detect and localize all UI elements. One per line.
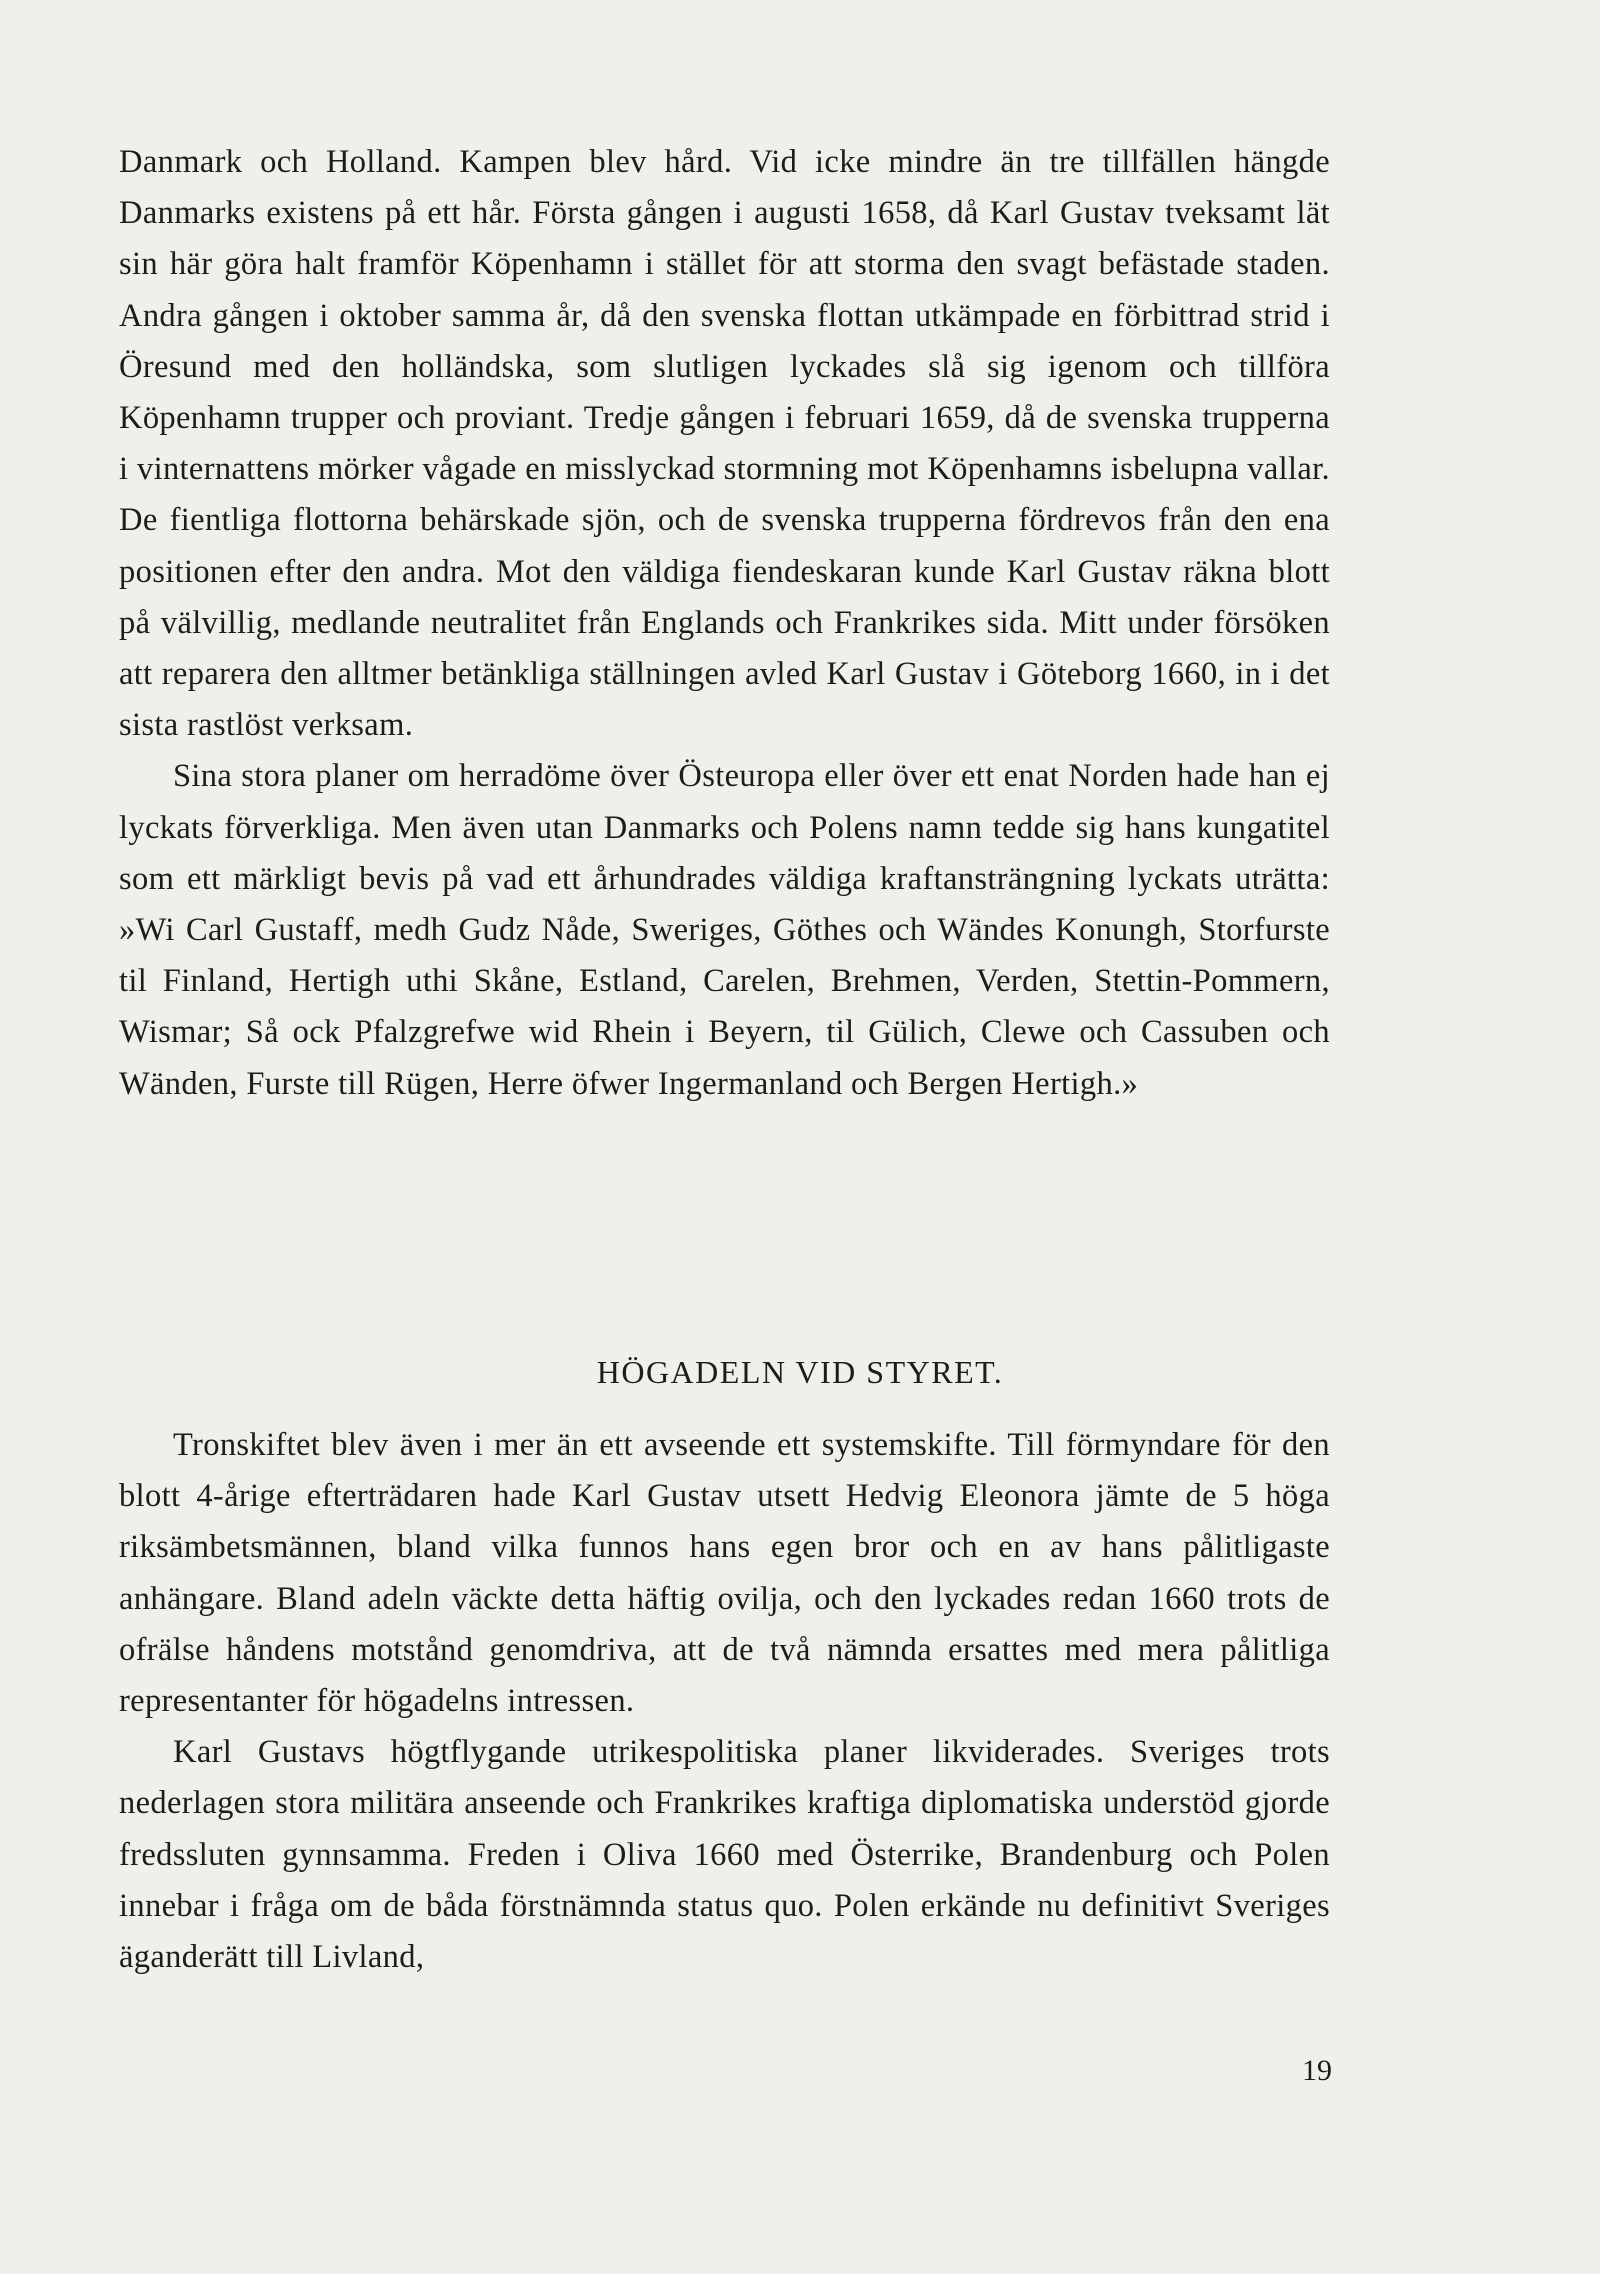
text-block-bottom [119,1420,1330,1983]
paragraph-continued: Danmark och Holland. Kampen blev hård. Vid icke mindre än tre tillfällen hängde Danmarks existens på ett hår. Första gången i augusti 1658, då Karl Gustav tveksamt lät sin här göra halt framför Köpenhamn i stället för att storma den svagt befästade staden. Andra gången i oktober samma år, då den svenska flottan utkämpade en förbittrad strid i Öresund med den holländska, som slutligen lyckades slå sig igenom och tillföra Köpenhamn trupper och proviant. Tredje gången i februari 1659, då de svenska trupperna i vinternattens mörker vågade en misslyckad stormning mot Köpenhamns isbelupna vallar. De fientliga flottorna behärskade sjön, och de svenska trupperna fördrevos från den ena positionen efter den andra. Mot den väldiga fiendeskaran kunde Karl Gustav räkna blott på välvillig, medlande neutralitet från Englands och Frankrikes sida. Mitt under försöken att reparera den alltmer betänkliga ställningen avled Karl Gustav i Göteborg 1660, in i det sista rastlöst verksam. [119,144,1330,744]
text-block-top [119,137,1330,1110]
paragraph-utrikespolitik: Karl Gustavs högtflygande utrikespolitiska planer likviderades. Sveriges trots nederlagen stora militära anseende och Frankrikes kraftiga diplomatiska understöd gjorde fredssluten gynnsamma. Freden i Oliva 1660 med Österrike, Brandenburg och Polen innebar i fråga om de båda förstnämnda status quo. Polen erkände nu definitivt Sveriges äganderätt till Livland, [119,1734,1330,1976]
section-heading: HÖGADELN VID STYRET. [596,1354,1004,1390]
page-number: 19 [1302,2054,1332,2087]
paragraph-tronskiftet: Tronskiftet blev även i mer än ett avseende ett systemskifte. Till förmyndare för den blott 4-årige efterträdaren hade Karl Gustav utsett Hedvig Eleonora jämte de 5 höga riksämbetsmännen, bland vilka funnos hans egen bror och en av hans pålitligaste anhängare. Bland adeln väckte detta häftig ovilja, och den lyckades redan 1660 trots de ofrälse håndens motstånd genomdriva, att de två nämnda ersattes med mera pålitliga representanter för högadelns intressen. [119,1427,1330,1720]
paragraph-title-of-karl-gustav: Sina stora planer om herradöme över Östeuropa eller över ett enat Norden hade han ej lyckats förverkliga. Men även utan Danmarks och Polens namn tedde sig hans kungatitel som ett märkligt bevis på vad ett århundrades väldiga kraftansträngning lyckats uträtta: »Wi Carl Gustaff, medh Gudz Nåde, Sweriges, Göthes och Wändes Konungh, Storfurste til Finland, Hertigh uthi Skåne, Estland, Carelen, Brehmen, Verden, Stettin-Pommern, Wismar; Så ock Pfalzgrefwe wid Rhein i Beyern, til Gülich, Clewe och Cassuben och Wänden, Furste till Rügen, Herre öfwer Ingermanland och Bergen Hertigh.» [119,758,1330,1102]
